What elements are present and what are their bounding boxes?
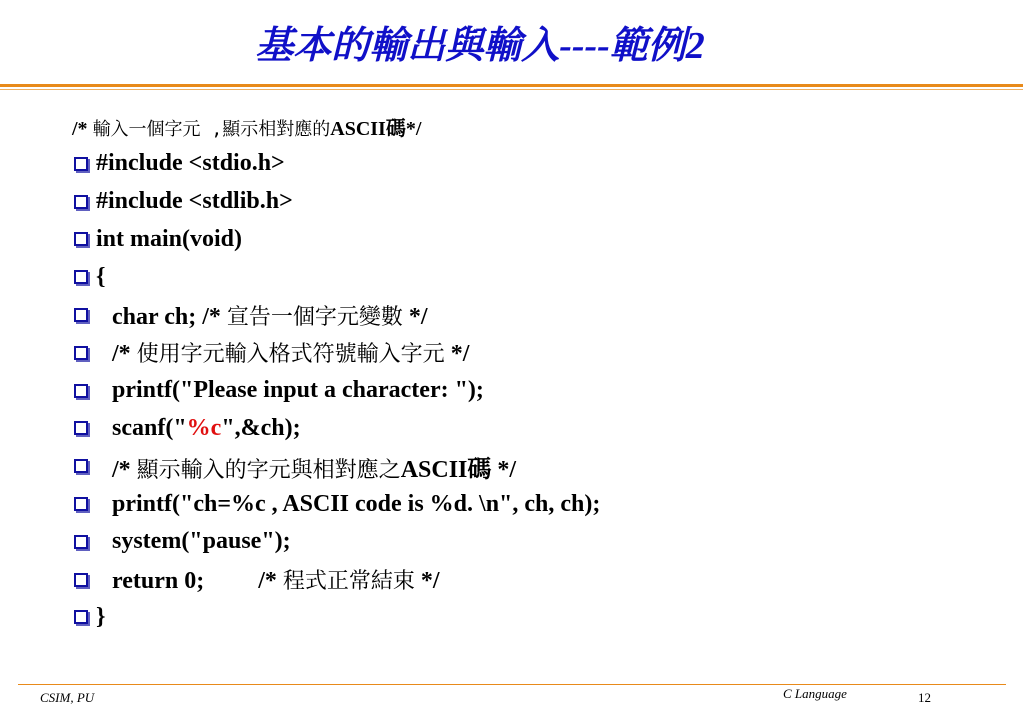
header-comment-suffix: ASCII碼*/ bbox=[330, 118, 422, 140]
code-post: */ bbox=[414, 568, 440, 595]
square-bullet-icon bbox=[74, 232, 88, 246]
code-text: printf("Please input a character: "); bbox=[112, 377, 484, 404]
code-text: { bbox=[96, 263, 106, 290]
title-divider-thin bbox=[0, 89, 1023, 90]
square-bullet-icon bbox=[74, 573, 88, 587]
code-text: system("pause"); bbox=[112, 528, 291, 555]
square-bullet-icon bbox=[74, 270, 88, 284]
code-line-declare-char bbox=[74, 296, 600, 334]
square-bullet-icon bbox=[74, 195, 88, 209]
code-text bbox=[112, 337, 469, 368]
code-text: #include <stdlib.h> bbox=[96, 188, 293, 215]
code-line-scanf bbox=[74, 410, 600, 448]
code-line-comment-display bbox=[74, 447, 600, 485]
slide-title: 基本的輸出與輸入----範例2 bbox=[255, 25, 705, 67]
code-text: #include <stdio.h> bbox=[96, 150, 285, 177]
code-line-close-brace bbox=[74, 599, 600, 637]
code-pre: scanf(" bbox=[112, 414, 187, 441]
code-text: int main(void) bbox=[96, 225, 243, 252]
code-comment-cjk: 使用字元輸入格式符號輸入字元 bbox=[136, 342, 445, 368]
square-bullet-icon bbox=[74, 459, 88, 473]
code-text bbox=[112, 449, 516, 484]
page-number: 12 bbox=[918, 690, 931, 705]
code-line-open-brace bbox=[74, 258, 600, 296]
code-line-printf-prompt bbox=[74, 372, 600, 410]
code-pre: /* bbox=[112, 456, 137, 483]
code-line-printf-ascii bbox=[74, 485, 600, 523]
square-bullet-icon bbox=[74, 346, 88, 360]
code-text bbox=[112, 415, 301, 442]
code-line-system-pause bbox=[74, 523, 600, 561]
code-text bbox=[112, 300, 428, 331]
code-line-include-stdio bbox=[74, 145, 600, 183]
square-bullet-icon bbox=[74, 535, 88, 549]
code-text bbox=[112, 564, 440, 595]
footer-course: C Language bbox=[783, 686, 847, 701]
code-listing bbox=[74, 145, 600, 636]
header-comment-cjk: 輸入一個字元 ,顯示相對應的 bbox=[92, 119, 331, 140]
footer-divider bbox=[18, 684, 1006, 685]
code-pre: return 0; /* bbox=[112, 568, 283, 595]
square-bullet-icon bbox=[74, 308, 88, 322]
square-bullet-icon bbox=[74, 384, 88, 398]
code-line-return bbox=[74, 561, 600, 599]
code-post: ASCII碼 */ bbox=[400, 456, 517, 483]
header-comment bbox=[72, 112, 421, 141]
square-bullet-icon bbox=[74, 421, 88, 435]
code-comment-cjk: 顯示輸入的字元與相對應之 bbox=[136, 457, 401, 483]
code-line-include-stdlib bbox=[74, 183, 600, 221]
code-pre: /* bbox=[112, 341, 137, 368]
code-post: */ bbox=[402, 303, 428, 330]
code-pre: char ch; /* bbox=[112, 303, 227, 330]
code-line-comment-input bbox=[74, 334, 600, 372]
code-comment-cjk: 宣告一個字元變數 bbox=[226, 304, 403, 330]
title-divider bbox=[0, 84, 1023, 87]
code-post: ",&ch); bbox=[221, 414, 301, 441]
code-text: } bbox=[96, 603, 106, 630]
square-bullet-icon bbox=[74, 157, 88, 171]
code-line-main bbox=[74, 221, 600, 259]
square-bullet-icon bbox=[74, 497, 88, 511]
code-comment-cjk: 程式正常結束 bbox=[282, 569, 415, 595]
code-text: printf("ch=%c , ASCII code is %d. \n", ch, ch); bbox=[112, 490, 601, 517]
code-post: */ bbox=[444, 341, 470, 368]
footer-organization: CSIM, PU bbox=[40, 690, 95, 705]
format-specifier-highlight: %c bbox=[186, 414, 222, 441]
header-comment-prefix: /* bbox=[72, 118, 93, 140]
square-bullet-icon bbox=[74, 610, 88, 624]
